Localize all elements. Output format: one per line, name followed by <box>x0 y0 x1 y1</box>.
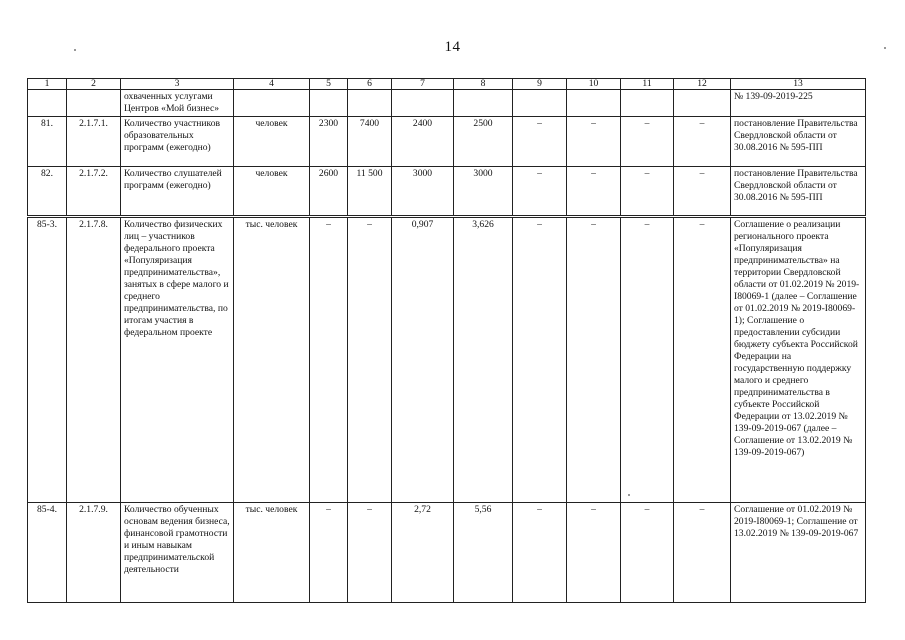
row-number: 82. <box>28 167 67 217</box>
value: 2300 <box>310 117 348 167</box>
row-number: 85-3. <box>28 217 67 503</box>
value <box>454 90 513 117</box>
scan-speck <box>884 47 886 49</box>
indicator-code: 2.1.7.8. <box>67 217 121 503</box>
value: – <box>567 217 621 503</box>
column-header: 6 <box>348 79 392 90</box>
value: 11 500 <box>348 167 392 217</box>
table-header-row <box>28 79 866 90</box>
value <box>674 90 731 117</box>
value: 3,626 <box>454 217 513 503</box>
indicator-code <box>67 90 121 117</box>
value <box>513 90 567 117</box>
value: – <box>567 503 621 603</box>
column-header: 9 <box>513 79 567 90</box>
value: – <box>674 503 731 603</box>
value <box>621 90 674 117</box>
column-header: 11 <box>621 79 674 90</box>
value: – <box>621 117 674 167</box>
value: 0,907 <box>392 217 454 503</box>
row-number: 85-4. <box>28 503 67 603</box>
unit: человек <box>234 167 310 217</box>
indicator-name: Количество обученных основам ведения бизнеса, финансовой грамотности и иным навыкам предпринимательской деятельности <box>121 503 234 603</box>
column-header: 13 <box>731 79 866 90</box>
source-document: Соглашение от 01.02.2019 № 2019-I80069-1; Соглашение от 13.02.2019 № 139-09-2019-067 <box>731 503 866 603</box>
value: – <box>674 117 731 167</box>
table-row <box>28 117 866 167</box>
value: 3000 <box>454 167 513 217</box>
value: 2500 <box>454 117 513 167</box>
value: – <box>310 503 348 603</box>
column-header: 4 <box>234 79 310 90</box>
value: – <box>674 167 731 217</box>
column-header: 3 <box>121 79 234 90</box>
source-document: постановление Правительства Свердловской области от 30.08.2016 № 595-ПП <box>731 117 866 167</box>
indicator-code: 2.1.7.2. <box>67 167 121 217</box>
value: – <box>513 167 567 217</box>
unit: человек <box>234 117 310 167</box>
unit: тыс. человек <box>234 217 310 503</box>
value: – <box>348 503 392 603</box>
row-number <box>28 90 67 117</box>
column-header: 5 <box>310 79 348 90</box>
indicator-name: Количество участников образовательных программ (ежегодно) <box>121 117 234 167</box>
value: – <box>348 217 392 503</box>
column-header: 8 <box>454 79 513 90</box>
value <box>392 90 454 117</box>
table-row <box>28 167 866 217</box>
indicator-name: Количество физических лиц – участников федерального проекта «Популяризация предпринимательства», занятых в сфере малого и среднего предпринимательства, по итогам участия в федеральном проекте <box>121 217 234 503</box>
unit: тыс. человек <box>234 503 310 603</box>
value: 5,56 <box>454 503 513 603</box>
value: 3000 <box>392 167 454 217</box>
table-row <box>28 90 866 117</box>
value: 2,72 <box>392 503 454 603</box>
value: – <box>674 217 731 503</box>
row-number: 81. <box>28 117 67 167</box>
value: – <box>621 167 674 217</box>
column-header: 1 <box>28 79 67 90</box>
page-number: 14 <box>444 39 461 55</box>
value <box>348 90 392 117</box>
table-row <box>28 503 866 603</box>
column-header: 10 <box>567 79 621 90</box>
value: – <box>621 503 674 603</box>
value: – <box>567 167 621 217</box>
value: – <box>513 503 567 603</box>
scan-speck <box>74 49 76 51</box>
value: 7400 <box>348 117 392 167</box>
value: 2400 <box>392 117 454 167</box>
indicator-name: охваченных услугами Центров «Мой бизнес» <box>121 90 234 117</box>
value: – <box>310 217 348 503</box>
indicator-name: Количество слушателей программ (ежегодно) <box>121 167 234 217</box>
indicator-code: 2.1.7.9. <box>67 503 121 603</box>
column-header: 12 <box>674 79 731 90</box>
value: 2600 <box>310 167 348 217</box>
source-document: Соглашение о реализации регионального проекта «Популяризация предпринимательства» на территории Свердловской области от 01.02.2019 № 2019-I80069-1 (далее – Соглашение от 01.02.2019 № 2019-I80069-1); Соглашение о предоставлении субсидии бюджету субъекта Российской Федерации на государственную поддержку малого и среднего предпринимательства в субъекте Российской Федерации от 13.02.2019 № 139-09-2019-067 (далее – Соглашение от 13.02.2019 № 139-09-2019-067) <box>731 217 866 503</box>
value: – <box>513 217 567 503</box>
value <box>310 90 348 117</box>
source-document: постановление Правительства Свердловской области от 30.08.2016 № 595-ПП <box>731 167 866 217</box>
source-document: № 139-09-2019-225 <box>731 90 866 117</box>
indicators-table <box>27 78 866 603</box>
unit <box>234 90 310 117</box>
column-header: 2 <box>67 79 121 90</box>
column-header: 7 <box>392 79 454 90</box>
value: – <box>513 117 567 167</box>
value: – <box>621 217 674 503</box>
value <box>567 90 621 117</box>
table-row <box>28 217 866 503</box>
indicator-code: 2.1.7.1. <box>67 117 121 167</box>
value: – <box>567 117 621 167</box>
